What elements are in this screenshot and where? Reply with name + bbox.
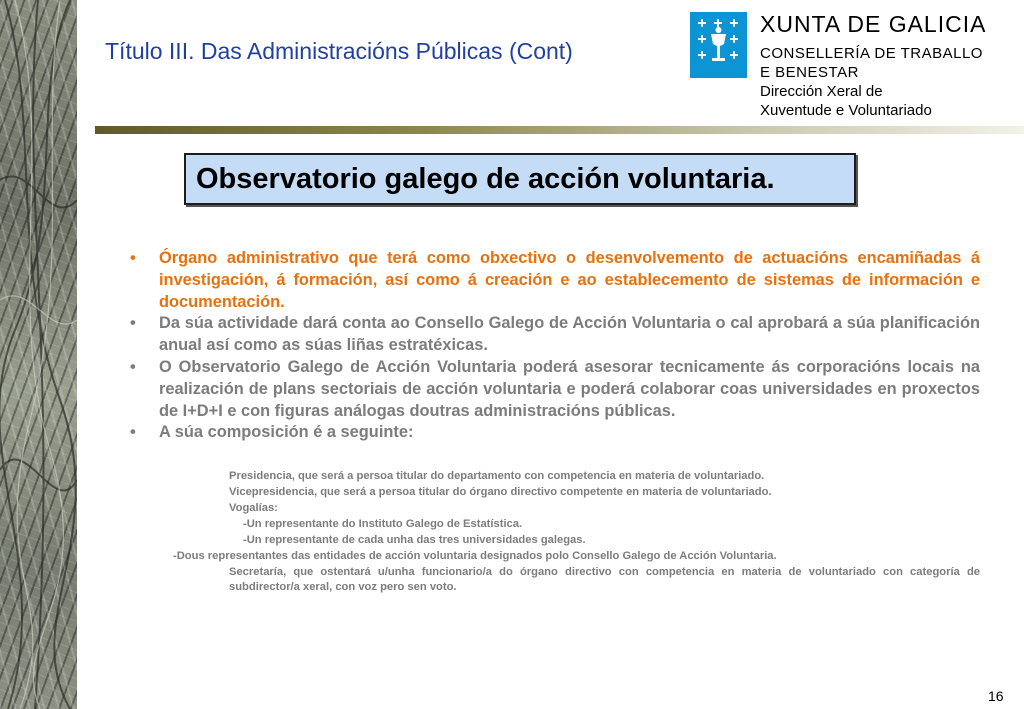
composition-presidencia: Presidencia, que será a persoa titular do departamento con competencia en materia de voluntariado. [229, 470, 765, 482]
list-item [130, 422, 980, 444]
org-department-line1: CONSELLERÍA DE TRABALLO [760, 45, 983, 62]
list-item-text: O Observatorio Galego de Acción Voluntaria poderá asesorar tecnicamente ás corporacións locais na realización de plans sectoriais de acción voluntaria e poderá colaborar coas universidades en proxectos de I+D+I e con figuras análogas doutras administracións públicas. [159, 357, 980, 420]
org-directorate-line2: Xuventude e Voluntariado [760, 102, 932, 119]
decorative-texture-strip [0, 0, 77, 709]
composition-vicepresidencia: Vicepresidencia, que será a persoa titular do órgano directivo competente en materia de voluntariado. [229, 486, 772, 498]
org-name: XUNTA DE GALICIA [760, 11, 987, 37]
page-number: 16 [988, 688, 1004, 704]
list-item [130, 357, 980, 422]
org-department-line2: E BENESTAR [760, 64, 859, 81]
bullet-dot: • [130, 357, 136, 376]
bullet-list [130, 248, 980, 444]
header-divider [95, 126, 1024, 134]
list-item [130, 313, 980, 357]
section-heading: Observatorio galego de acción voluntaria. [196, 163, 775, 195]
list-item-text: Da súa actividade dará conta ao Consello Galego de Acción Voluntaria o cal aprobará a súa planificación anual así como as súas liñas estratéxicas. [159, 314, 980, 355]
composition-vogal-3: -Dous representantes das entidades de acción voluntaria designados polo Consello Galego de Acción Voluntaria. [173, 550, 777, 562]
galicia-coat-of-arms-icon [690, 12, 747, 78]
bullet-dot: • [130, 314, 136, 333]
org-directorate-line1: Dirección Xeral de [760, 83, 883, 100]
composition-vogal-2: -Un representante de cada unha das tres universidades galegas. [243, 534, 586, 546]
composition-secretaria: Secretaría, que ostentará u/unha funcionario/a do órgano directivo con competencia en materia de voluntariado con categoría de subdirector/a xeral, con voz pero sen voto. [229, 566, 980, 593]
composition-vogal-1: -Un representante do Instituto Galego de Estatística. [243, 518, 523, 530]
list-item-text: A súa composición é a seguinte: [159, 423, 414, 442]
bullet-dot: • [130, 249, 136, 267]
list-item [130, 248, 980, 313]
slide-title: Título III. Das Administracións Públicas (Cont) [105, 38, 573, 64]
composition-vogalias: Vogalías: [229, 502, 278, 514]
list-item-text: Órgano administrativo que terá como obxectivo o desenvolvemento de actuacións encamiñadas á investigación, á formación, así como á creación e ao establecemento de sistemas de información e documentación. [159, 249, 980, 311]
bullet-dot: • [130, 423, 136, 442]
section-heading-box [184, 153, 856, 205]
